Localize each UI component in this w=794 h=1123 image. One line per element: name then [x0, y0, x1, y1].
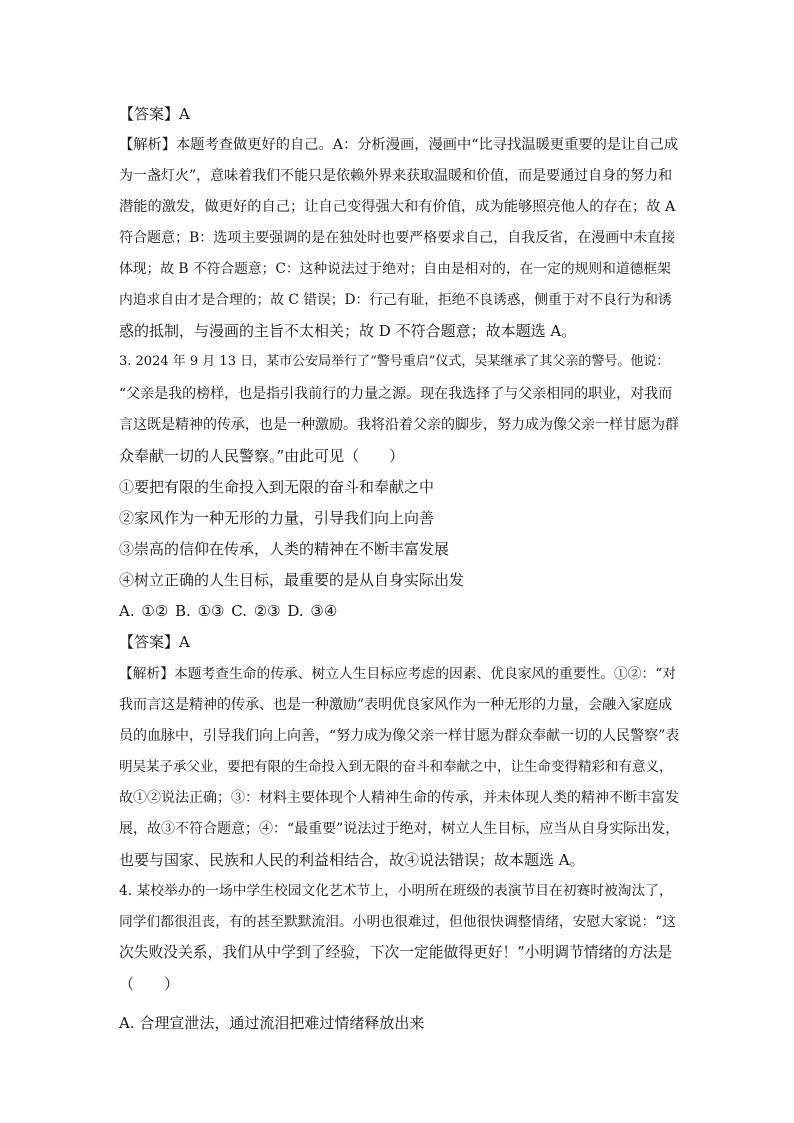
- q3-stem-line: 言这既是精神的传承，也是一种激励。我将沿着父亲的脚步，努力成为像父亲一样甘愿为群: [119, 417, 679, 433]
- q3-item: ②家风作为一种无形的力量，引导我们向上向善: [119, 509, 435, 527]
- q3-analysis-line: 【解析】本题考查生命的传承、树立人生目标应考虑的因素、优良家风的重要性。①②：“对: [119, 666, 677, 682]
- q3-analysis-line: 明吴某子承父业，要把有限的生命投入到无限的奋斗和奉献之中，让生命变得精彩和有意义，: [119, 759, 673, 775]
- q3-analysis-line: 我而言这是精神的传承、也是一种激励”表明优良家风作为一种无形的力量，会融入家庭成: [119, 697, 673, 713]
- q2-analysis-line: 【解析】本题考查做更好的自己。A：分析漫画，漫画中“比寻找温暖更重要的是让自己成: [119, 137, 679, 153]
- q2-analysis-line: 体现；故 B 不符合题意；C：这种说法过于绝对；自由是相对的，在一定的规则和道德框架: [119, 261, 671, 277]
- q3-options: A. ①② B. ①③ C. ②③ D. ③④: [119, 602, 338, 620]
- q4-stem-line: 4. 某校举办的一场中学生校园文化艺术节上，小明所在班级的表演节目在初赛时被淘汰了，: [119, 883, 673, 899]
- q2-analysis-line: 为一盏灯火”，意味着我们不能只是依赖外界来获取温暖和价值，而是要通过自身的努力和: [119, 168, 673, 184]
- q2-analysis-line: 内追求自由才是合理的；故 C 错误；D：行己有耻，拒绝不良诱惑，侧重于对不良行为和诱: [119, 292, 672, 308]
- q3-stem-line: 众奉献一切的人民警察。”由此可见（ ）: [119, 447, 405, 465]
- q3-item: ④树立正确的人生目标，最重要的是从自身实际出发: [119, 571, 465, 589]
- q2-analysis-line: 符合题意；B：选项主要强调的是在独处时也要严格要求自己，自我反省，在漫画中未直接: [119, 230, 676, 246]
- q3-item: ③崇高的信仰在传承，人类的精神在不断丰富发展: [119, 540, 450, 558]
- q3-answer: 【答案】A: [119, 633, 190, 651]
- q2-analysis-line: 惑的抵制，与漫画的主旨不太相关；故 D 不符合题意；故本题选 A。: [119, 322, 577, 340]
- q3-analysis-line: 也要与国家、民族和人民的利益相结合，故④说法错误；故本题选 A。: [119, 851, 585, 869]
- q3-analysis-line: 展，故③不符合题意；④：“最重要”说法过于绝对，树立人生目标，应当从自身实际出发，: [119, 821, 680, 837]
- q4-stem-line: （ ）: [119, 975, 180, 993]
- q3-stem-line: “父亲是我的榜样，也是指引我前行的力量之源。现在我选择了与父亲相同的职业，对我而: [119, 386, 673, 402]
- q3-analysis-line: 员的血脉中，引导我们向上向善，“努力成为像父亲一样甘愿为群众奉献一切的人民警察”表: [119, 728, 680, 744]
- q2-analysis-line: 潜能的激发，做更好的自己；让自己变得强大和有价值，成为能够照亮他人的存在；故 A: [119, 199, 676, 215]
- q3-analysis-line: 故①②说法正确；③：材料主要体现个人精神生命的传承，并未体现人类的精神不断丰富发: [119, 790, 679, 806]
- q3-item: ①要把有限的生命投入到无限的奋斗和奉献之中: [119, 478, 435, 496]
- q3-stem-line: 3. 2024 年 9 月 13 日，某市公安局举行了“警号重启”仪式，吴某继承了其父亲的警号。他说：: [119, 354, 670, 369]
- q4-option-a: A. 合理宣泄法，通过流泪把难过情绪释放出来: [119, 1014, 425, 1032]
- q2-answer: 【答案】A: [119, 105, 190, 123]
- q4-stem-line: 次失败没关系，我们从中学到了经验，下次一定能做得更好！”小明调节情绪的方法是: [119, 944, 673, 961]
- q4-stem-line: 同学们都很沮丧，有的甚至默默流泪。小明也很难过，但他很快调整情绪，安慰大家说：“这: [119, 914, 677, 930]
